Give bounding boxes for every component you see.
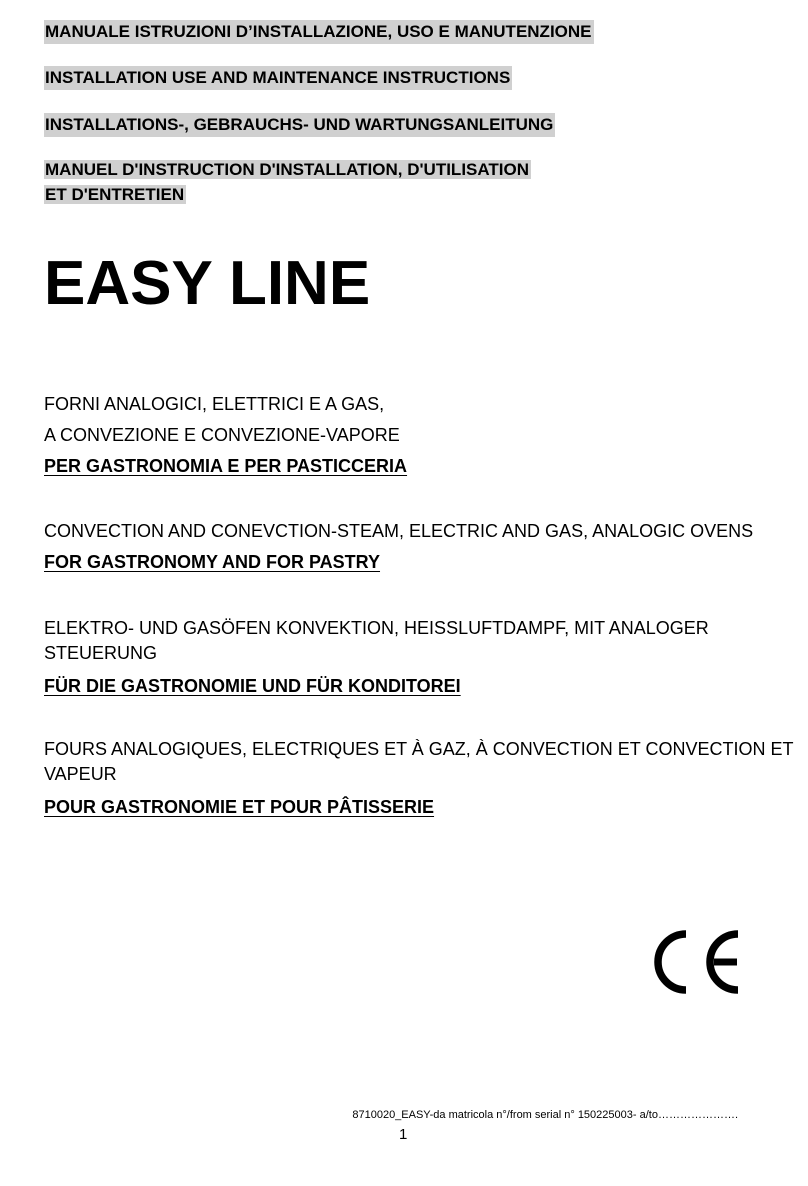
heading-english: INSTALLATION USE AND MAINTENANCE INSTRUCTIONS <box>44 66 512 90</box>
description-english-line1: CONVECTION AND CONEVCTION-STEAM, ELECTRIC AND GAS, ANALOGIC OVENS <box>44 521 754 541</box>
page-number: 1 <box>399 1126 408 1143</box>
ce-mark-icon <box>650 930 742 994</box>
description-italian-line1: FORNI ANALOGICI, ELETTRICI E A GAS, <box>44 394 385 414</box>
subtitle-italian: PER GASTRONOMIA E PER PASTICCERIA <box>44 456 408 476</box>
description-german-line2: STEUERUNG <box>44 643 158 663</box>
heading-french-line1: MANUEL D'INSTRUCTION D'INSTALLATION, D'UTILISATION <box>45 160 530 179</box>
subtitle-german: FÜR DIE GASTRONOMIE UND FÜR KONDITOREI <box>44 676 461 696</box>
description-french-line1: FOURS ANALOGIQUES, ELECTRIQUES ET À GAZ, À CONVECTION ET CONVECTION ET <box>44 739 794 759</box>
description-french-line2: VAPEUR <box>44 764 117 784</box>
heading-french-line2: ET D'ENTRETIEN <box>45 185 185 204</box>
description-italian-line2: A CONVEZIONE E CONVEZIONE-VAPORE <box>44 425 400 445</box>
heading-french <box>44 157 531 207</box>
product-title: EASY LINE <box>44 249 371 318</box>
heading-german: INSTALLATIONS-, GEBRAUCHS- UND WARTUNGSANLEITUNG <box>44 113 555 137</box>
description-german-line1: ELEKTRO- UND GASÖFEN KONVEKTION, HEISSLUFTDAMPF, MIT ANALOGER <box>44 618 709 638</box>
subtitle-english: FOR GASTRONOMY AND FOR PASTRY <box>44 552 381 572</box>
subtitle-french: POUR GASTRONOMIE ET POUR PÂTISSERIE <box>44 797 435 817</box>
footer-serial-code: 8710020_EASY-da matricola n°/from serial n° 150225003- a/to…………………. <box>352 1109 738 1121</box>
heading-italian: MANUALE ISTRUZIONI D’INSTALLAZIONE, USO E MANUTENZIONE <box>44 20 594 44</box>
